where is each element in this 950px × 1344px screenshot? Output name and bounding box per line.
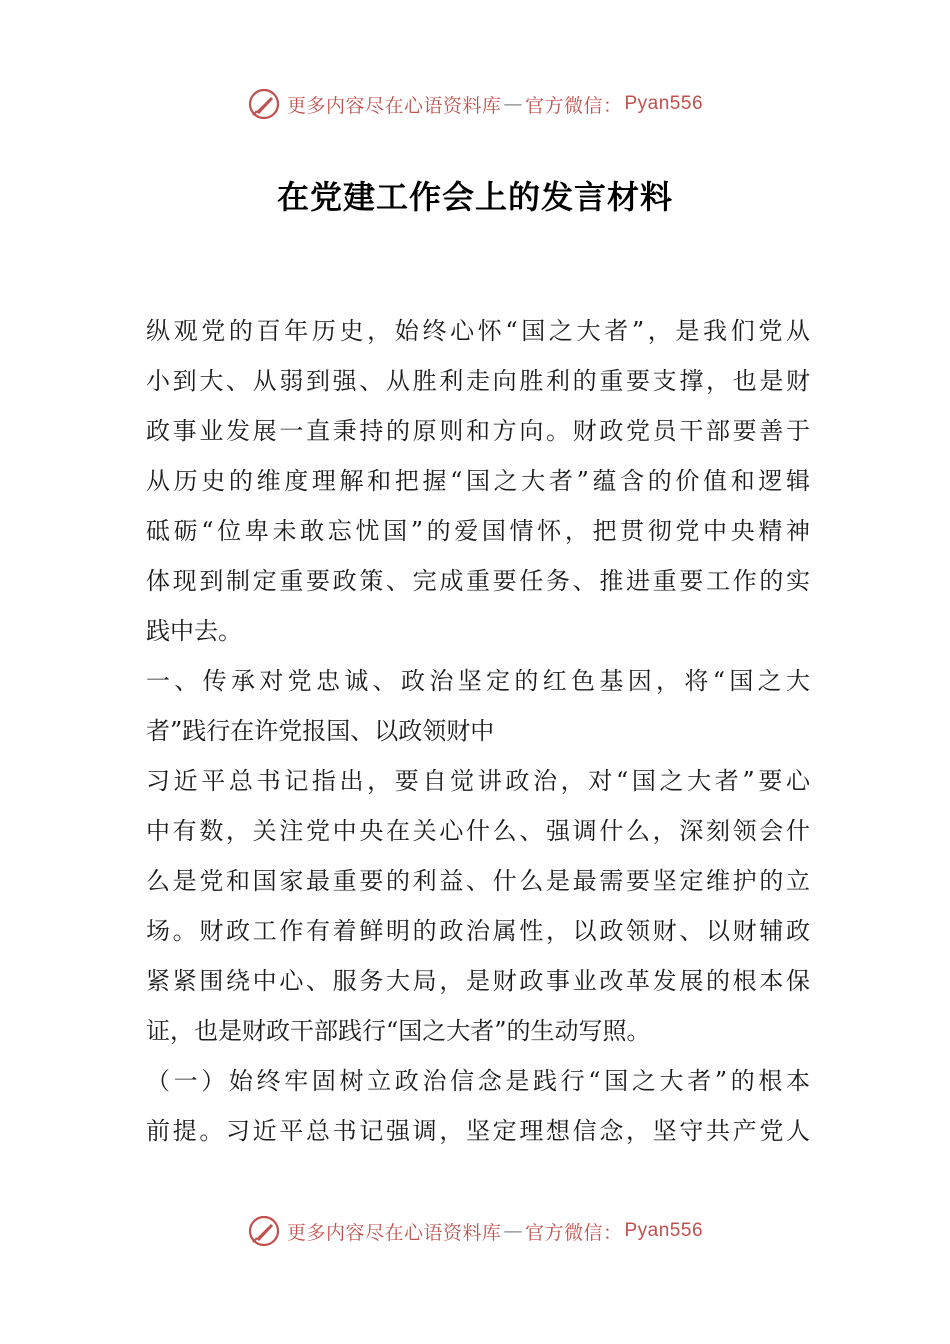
body-line: 从历史的维度理解和把握“国之大者”蕴含的价值和逻辑: [146, 467, 810, 495]
quill-logo-icon: [247, 87, 281, 121]
body-line: 前提。习近平总书记强调，坚定理想信念，坚守共产党人: [146, 1117, 810, 1145]
section-heading: 者”践行在许党报国、以政领财中: [146, 717, 495, 745]
body-line: 么是党和国家最重要的利益、什么是最需要坚定维护的立: [146, 867, 810, 895]
header-watermark: [0, 84, 950, 124]
section-heading: 一、传承对党忠诚、政治坚定的红色基因，将“国之大: [146, 667, 810, 695]
watermark-official-label: 官方微信：: [524, 1221, 623, 1244]
body-line: 习近平总书记指出，要自觉讲政治，对“国之大者”要心: [146, 767, 810, 795]
document-body: [146, 306, 810, 1156]
body-line: 小到大、从弱到强、从胜利走向胜利的重要支撑，也是财: [146, 367, 810, 395]
body-line: （一）始终牢固树立政治信念是践行“国之大者”的根本: [146, 1067, 810, 1095]
body-line: 砥砺“位卑未敢忘忧国”的爱国情怀，把贯彻党中央精神: [146, 517, 810, 545]
body-line: 场。财政工作有着鲜明的政治属性，以政领财、以财辅政: [146, 917, 810, 945]
watermark-text: 更多内容尽在心语资料库: [286, 1221, 502, 1244]
watermark-separator: —: [503, 93, 523, 115]
body-line: 纵观党的百年历史，始终心怀“国之大者”，是我们党从: [146, 317, 810, 345]
body-line: 中有数，关注党中央在关心什么、强调什么，深刻领会什: [146, 817, 810, 845]
watermark-official-label: 官方微信：: [524, 94, 623, 117]
document-title: 在党建工作会上的发言材料: [276, 178, 673, 216]
body-line: 政事业发展一直秉持的原则和方向。财政党员干部要善于: [146, 417, 810, 445]
quill-logo-icon: [247, 1214, 281, 1248]
footer-watermark: [0, 1211, 950, 1251]
watermark-wechat-id: Pyan556: [624, 1220, 704, 1241]
watermark-wechat-id: Pyan556: [624, 93, 704, 114]
watermark-text: 更多内容尽在心语资料库: [286, 94, 502, 117]
body-line: 践中去。: [146, 617, 242, 645]
body-line: 紧紧围绕中心、服务大局，是财政事业改革发展的根本保: [146, 967, 810, 995]
body-line: 证，也是财政干部践行“国之大者”的生动写照。: [146, 1017, 651, 1045]
body-line: 体现到制定重要政策、完成重要任务、推进重要工作的实: [146, 567, 810, 595]
watermark-separator: —: [503, 1220, 523, 1242]
